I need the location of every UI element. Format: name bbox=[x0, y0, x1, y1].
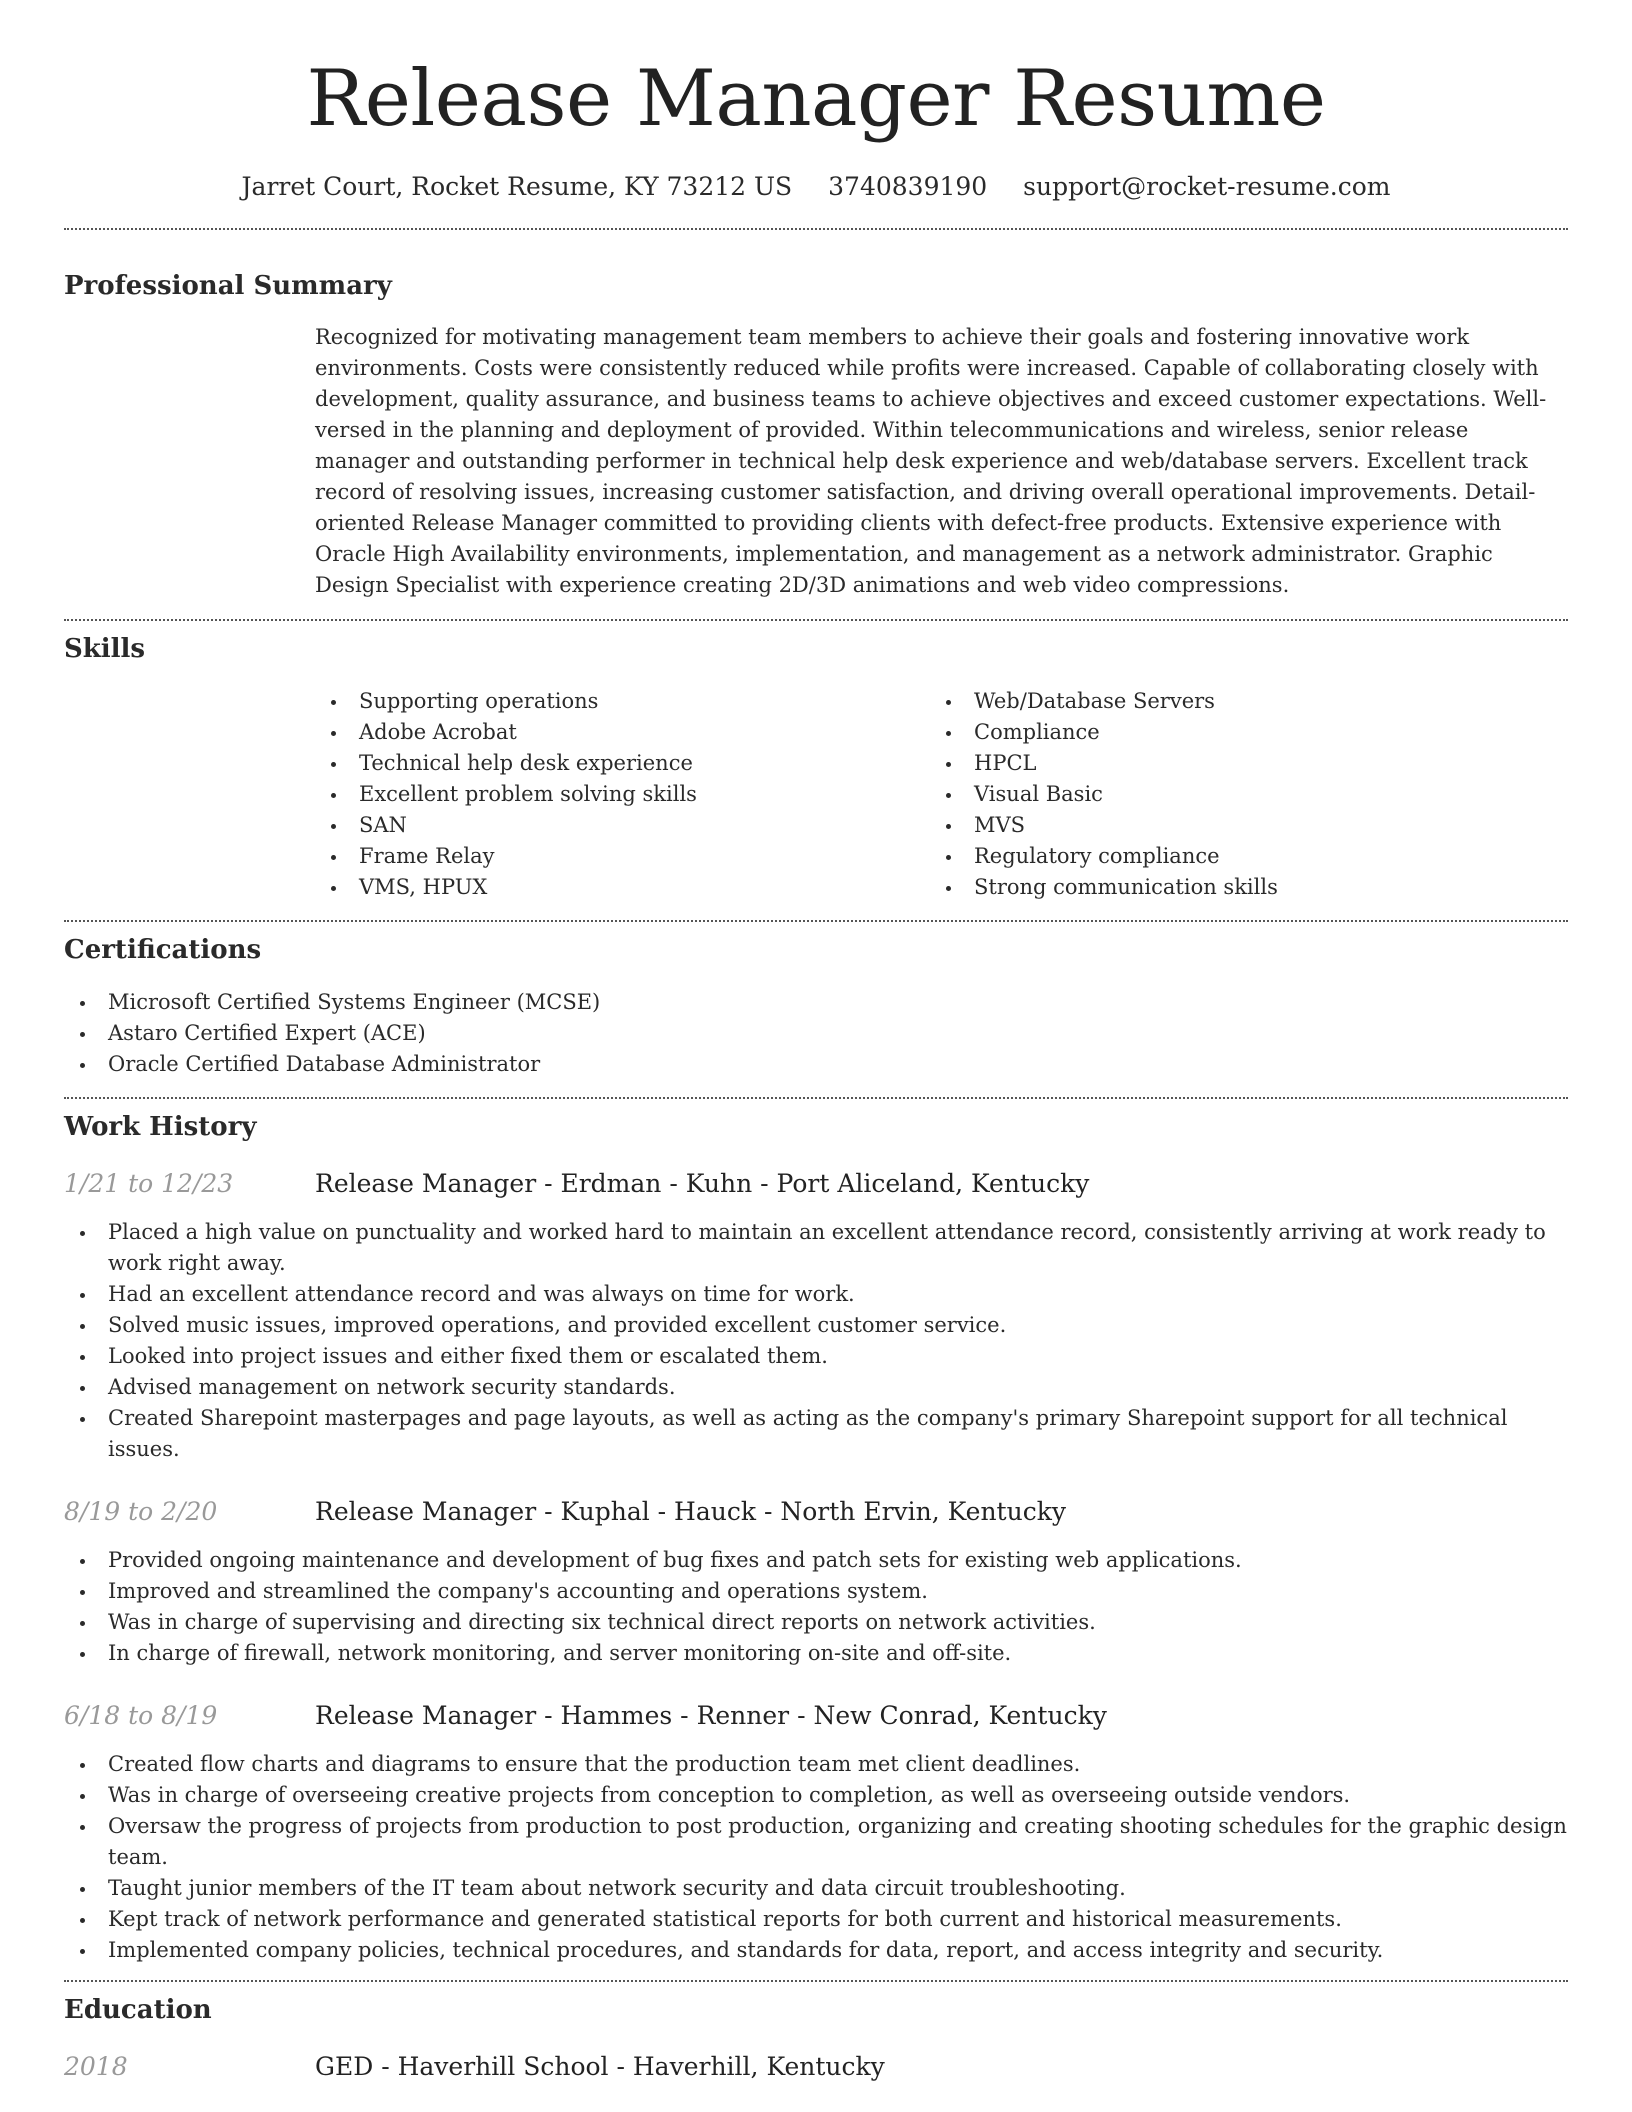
contact-line bbox=[64, 170, 1568, 204]
resume-header bbox=[64, 0, 1568, 204]
job-bullet: Looked into project issues and either fixed them or escalated them. bbox=[64, 1341, 1568, 1372]
certification-item: Oracle Certified Database Administrator bbox=[64, 1049, 1568, 1080]
education-entry bbox=[64, 2050, 1568, 2084]
job-header bbox=[64, 1167, 1568, 1201]
skill-item: Web/Database Servers bbox=[930, 686, 1545, 717]
job-bullet: Had an excellent attendance record and was always on time for work. bbox=[64, 1279, 1568, 1310]
certifications-heading: Certifications bbox=[64, 935, 262, 965]
job-bullet: Kept track of network performance and generated statistical reports for both current and historical measurements. bbox=[64, 1904, 1568, 1935]
contact-address: Jarret Court, Rocket Resume, KY 73212 US bbox=[241, 172, 793, 201]
skill-item: Visual Basic bbox=[930, 779, 1545, 810]
job-bullets bbox=[64, 1749, 1568, 1966]
skill-item: Frame Relay bbox=[315, 841, 930, 872]
contact-email: support@rocket-resume.com bbox=[1023, 172, 1391, 201]
skills-section bbox=[64, 621, 1568, 903]
job-entry bbox=[64, 1699, 1568, 1966]
skills-list-left bbox=[315, 686, 930, 903]
summary-section bbox=[64, 230, 1568, 601]
skill-item: Excellent problem solving skills bbox=[315, 779, 930, 810]
job-bullet: Improved and streamlined the company's accounting and operations system. bbox=[64, 1576, 1568, 1607]
job-entry bbox=[64, 1495, 1568, 1669]
education-dates: 2018 bbox=[64, 2052, 128, 2081]
contact-phone: 3740839190 bbox=[828, 172, 988, 201]
resume-page bbox=[64, 0, 1568, 2084]
skills-grid bbox=[315, 686, 1568, 903]
job-bullet: Created flow charts and diagrams to ensure that the production team met client deadlines. bbox=[64, 1749, 1568, 1780]
job-header bbox=[64, 1495, 1568, 1529]
job-bullet: Placed a high value on punctuality and worked hard to maintain an excellent attendance record, consistently arriving at work ready to work right away. bbox=[64, 1217, 1568, 1279]
skill-item: Regulatory compliance bbox=[930, 841, 1545, 872]
job-dates: 1/21 to 12/23 bbox=[64, 1169, 234, 1198]
work-section bbox=[64, 1099, 1568, 1966]
skill-item: VMS, HPUX bbox=[315, 872, 930, 903]
summary-text: Recognized for motivating management team members to achieve their goals and fostering innovative work environments. Costs were consistently reduced while profits were increased. Capable of collaborating closely with development, quality assurance, and business teams to achieve objectives and exceed customer expectations. Well-versed in the planning and deployment of provided. Within telecommunications and wireless, senior release manager and outstanding performer in technical help desk experience and web/database servers. Excellent track record of resolving issues, increasing customer satisfaction, and driving overall operational improvements. Detail-oriented Release Manager committed to providing clients with defect-free products. Extensive experience with Oracle High Availability environments, implementation, and management as a network administrator. Graphic Design Specialist with experience creating 2D/3D animations and web video compressions. bbox=[315, 325, 1547, 597]
skill-item: Strong communication skills bbox=[930, 872, 1545, 903]
job-bullet: Advised management on network security standards. bbox=[64, 1372, 1568, 1403]
job-title: Release Manager - Erdman - Kuhn - Port Aliceland, Kentucky bbox=[315, 1169, 1090, 1198]
job-title: Release Manager - Kuphal - Hauck - North Ervin, Kentucky bbox=[315, 1497, 1066, 1526]
job-dates: 6/18 to 8/19 bbox=[64, 1701, 218, 1730]
job-bullet: Was in charge of supervising and directing six technical direct reports on network activities. bbox=[64, 1607, 1568, 1638]
skill-item: MVS bbox=[930, 810, 1545, 841]
skill-item: HPCL bbox=[930, 748, 1545, 779]
job-bullet: Taught junior members of the IT team about network security and data circuit troubleshooting. bbox=[64, 1873, 1568, 1904]
job-entry bbox=[64, 1167, 1568, 1465]
skill-item: Compliance bbox=[930, 717, 1545, 748]
certifications-list bbox=[64, 987, 1568, 1080]
job-bullet: Provided ongoing maintenance and development of bug fixes and patch sets for existing web applications. bbox=[64, 1545, 1568, 1576]
summary-heading: Professional Summary bbox=[64, 271, 392, 301]
certification-item: Microsoft Certified Systems Engineer (MCSE) bbox=[64, 987, 1568, 1018]
job-bullet: In charge of firewall, network monitoring, and server monitoring on-site and off-site. bbox=[64, 1638, 1568, 1669]
job-bullet: Oversaw the progress of projects from production to post production, organizing and creating shooting schedules for the graphic design team. bbox=[64, 1811, 1568, 1873]
skill-item: Technical help desk experience bbox=[315, 748, 930, 779]
skill-item: SAN bbox=[315, 810, 930, 841]
skills-heading: Skills bbox=[64, 634, 146, 664]
job-bullets bbox=[64, 1545, 1568, 1669]
skill-item: Adobe Acrobat bbox=[315, 717, 930, 748]
job-bullets bbox=[64, 1217, 1568, 1465]
job-dates: 8/19 to 2/20 bbox=[64, 1497, 218, 1526]
job-title: Release Manager - Hammes - Renner - New Conrad, Kentucky bbox=[315, 1701, 1107, 1730]
education-heading: Education bbox=[64, 1995, 212, 2025]
resume-title: Release Manager Resume bbox=[306, 54, 1326, 144]
job-bullet: Implemented company policies, technical procedures, and standards for data, report, and access integrity and security. bbox=[64, 1935, 1568, 1966]
job-bullet: Was in charge of overseeing creative projects from conception to completion, as well as overseeing outside vendors. bbox=[64, 1780, 1568, 1811]
certification-item: Astaro Certified Expert (ACE) bbox=[64, 1018, 1568, 1049]
job-bullet: Solved music issues, improved operations, and provided excellent customer service. bbox=[64, 1310, 1568, 1341]
skill-item: Supporting operations bbox=[315, 686, 930, 717]
job-bullet: Created Sharepoint masterpages and page layouts, as well as acting as the company's primary Sharepoint support for all technical issues. bbox=[64, 1403, 1568, 1465]
skills-list-right bbox=[930, 686, 1545, 903]
education-header bbox=[64, 2050, 1568, 2084]
education-section bbox=[64, 1982, 1568, 2084]
work-heading: Work History bbox=[64, 1112, 257, 1142]
job-header bbox=[64, 1699, 1568, 1733]
education-title: GED - Haverhill School - Haverhill, Kentucky bbox=[315, 2052, 885, 2081]
certifications-section bbox=[64, 922, 1568, 1080]
